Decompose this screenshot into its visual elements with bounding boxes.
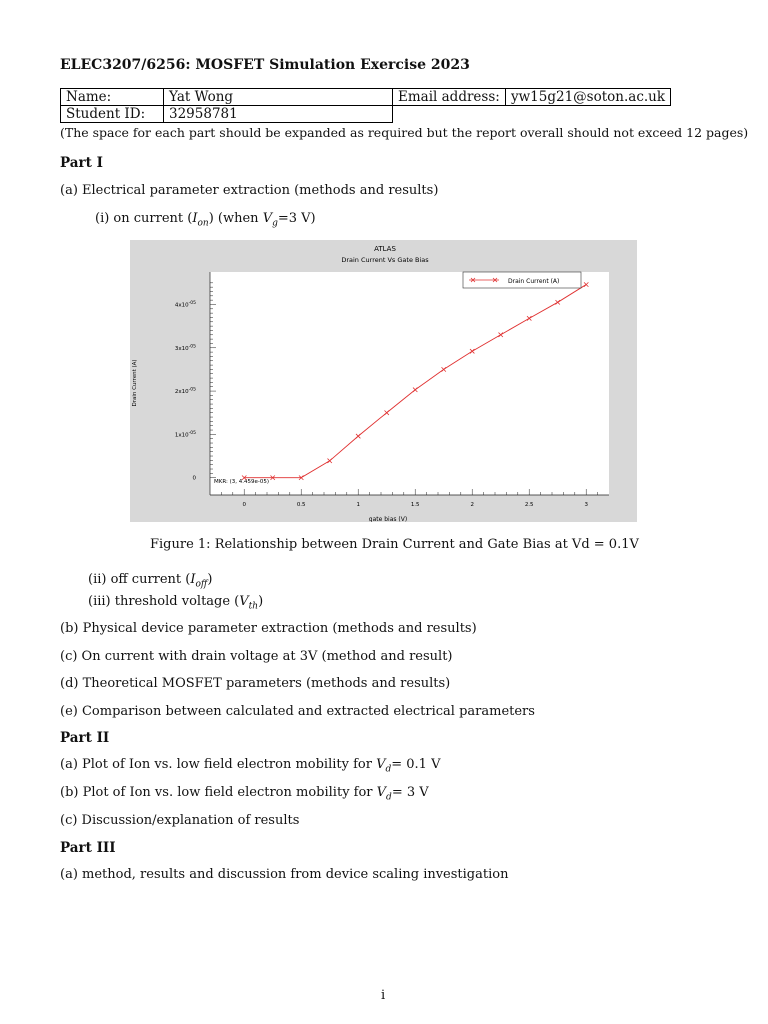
x-axis-label: gate bias (V) xyxy=(368,516,408,522)
document-title: ELEC3207/6256: MOSFET Simulation Exercise 2023 xyxy=(60,57,470,73)
plot-area xyxy=(210,272,609,495)
x-tick-label: 2 xyxy=(470,502,474,508)
y-tick-label: $4x10^{-05}$ xyxy=(174,300,196,309)
name-value: Yat Wong xyxy=(164,89,393,106)
x-tick-label: 0.5 xyxy=(296,502,306,508)
part1-c: (c) On current with drain voltage at 3V (method and result) xyxy=(60,649,453,664)
x-tick-label: 3 xyxy=(584,502,588,508)
part1-e: (e) Comparison between calculated and extracted electrical parameters xyxy=(60,704,535,719)
chart-svg xyxy=(130,240,637,522)
part2-a: (a) Plot of Ion vs. low field electron mobility for $V_d= 0.1$ V xyxy=(60,757,441,775)
y-axis-label: Drain Current (A) xyxy=(132,359,138,407)
y-tick-label: $3x10^{-05}$ xyxy=(174,344,196,352)
part1-b: (b) Physical device parameter extraction (methods and results) xyxy=(60,621,477,636)
part2-c: (c) Discussion/explanation of results xyxy=(60,813,300,828)
chart-subtitle: Drain Current Vs Gate Bias xyxy=(341,256,429,264)
page-limit-note: (The space for each part should be expanded as required but the report overall should not exceed 12 pages) xyxy=(60,125,749,140)
email-label: Email address: xyxy=(393,89,506,106)
y-tick-label: 0 xyxy=(192,475,196,482)
part1-d: (d) Theoretical MOSFET parameters (methods and results) xyxy=(60,676,451,691)
part3-heading: Part III xyxy=(60,840,116,856)
part1-a-ii: (ii) off current $(I_{off})$ xyxy=(88,572,213,590)
marker-readout: MKR: (3, 4.459e-05) xyxy=(214,479,270,485)
part2-b: (b) Plot of Ion vs. low field electron mobility for $V_d= 3$ V xyxy=(60,785,429,803)
chart-title: ATLAS xyxy=(374,245,396,253)
part3-a: (a) method, results and discussion from device scaling investigation xyxy=(60,867,509,882)
figure-caption: Figure 1: Relationship between Drain Current and Gate Bias at Vd = 0.1V xyxy=(150,537,639,552)
student-id-label: Student ID: xyxy=(61,106,164,123)
email-value: yw15g21@soton.ac.uk xyxy=(506,89,671,106)
legend xyxy=(463,272,581,288)
name-label: Name: xyxy=(61,89,164,106)
part1-a-i: (i) on current $(I_{on})$ (when $V_g=3$ V) xyxy=(95,211,316,229)
y-tick-label: $1x10^{-05}$ xyxy=(174,430,196,439)
x-tick-label: 1.5 xyxy=(410,502,420,508)
y-tick-label: $2x10^{-05}$ xyxy=(174,387,196,396)
legend-label: Drain Current (A) xyxy=(508,278,560,285)
part1-a-iii: (iii) threshold voltage $(V_{th})$ xyxy=(88,594,264,612)
part1-heading: Part I xyxy=(60,155,103,171)
student-id-value: 32958781 xyxy=(164,106,393,123)
part2-heading: Part II xyxy=(60,730,110,746)
drain-current-chart xyxy=(130,240,637,522)
x-tick-label: 0 xyxy=(242,502,246,508)
student-info-table xyxy=(60,88,671,123)
x-tick-label: 1 xyxy=(356,502,360,508)
page-number: i xyxy=(381,988,386,1003)
x-tick-label: 2.5 xyxy=(524,502,534,508)
part1-a: (a) Electrical parameter extraction (methods and results) xyxy=(60,183,439,198)
